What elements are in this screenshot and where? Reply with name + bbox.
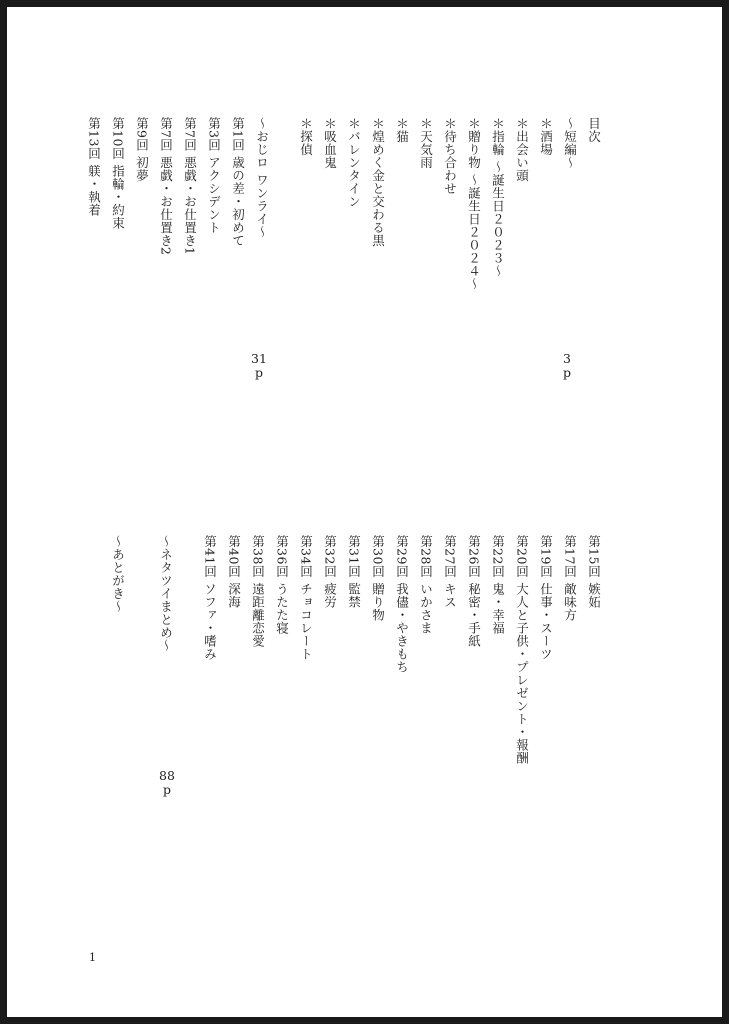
toc-entry: ＊探偵 [298,117,314,156]
toc-entry: 第20回 大人と子供・プレゼント・報酬 [514,535,530,765]
page-ref: 88 p [159,768,175,797]
toc-title: 目次 [586,117,602,143]
toc-entry: ＊出会い頭 [514,117,530,182]
toc-entry: 第29回 我儘・やきもち [394,535,410,674]
toc-entry: 第38回 遠距離恋愛 [250,535,266,648]
toc-entry: 第3回 アクシデント [206,117,222,234]
toc-entry: 第22回 鬼・幸福 [490,535,506,635]
toc-entry: ＊バレンタイン [346,117,362,208]
short-stories-heading: 〜短編〜 [562,117,578,169]
toc-entry: ＊指輪 〜誕生日２０２３〜 [490,117,506,278]
toc-entry: ＊贈り物 〜誕生日２０２４〜 [466,117,482,291]
toc-entry: 第41回 ソファ・嗜み [202,535,218,661]
toc-entry: ＊待ち合わせ [442,117,458,195]
toc-entry: 第36回 うたた寝 [274,535,290,635]
toc-entry: 第27回 キス [442,535,458,609]
toc-entry: 第28回 いかさま [418,535,434,635]
page-ref: 3 p [562,351,571,380]
toc-entry: 第13回 躾・執着 [86,117,102,217]
toc-entry: ＊煌めく金と交わる黒 [370,117,386,247]
toc-entry: 第31回 監禁 [346,535,362,609]
toc-entry: 第9回 初夢 [134,117,150,182]
toc-entry: 第34回 チョコレート [298,535,314,661]
toc-entry: ＊吸血鬼 [322,117,338,169]
toc-entry: 第19回 仕事・スーツ [538,535,554,661]
toc-entry: 第10回 指輪・約束 [110,117,126,230]
page-number: 1 [89,951,96,964]
toc-entry: 第30回 贈り物 [370,535,386,622]
page-ref: 31 p [251,351,267,380]
toc-entry: 第40回 深海 [226,535,242,609]
toc-entry: 第32回 疲労 [322,535,338,609]
toc-entry: 第15回 嫉妬 [586,535,602,609]
afterword-heading: 〜あとがき〜 [110,535,126,613]
toc-entry: ＊猫 [394,117,410,143]
toc-entry: 第26回 秘密・手紙 [466,535,482,648]
toc-entry: 第7回 悪戯・お仕置き2 [158,117,174,256]
toc-entry: 第1回 歳の差・初めて [230,117,246,247]
document-page [7,7,722,1017]
oneshot-heading: 〜おじロ ワンライ〜 [254,117,270,239]
toc-entry: ＊天気雨 [418,117,434,169]
toc-entry: ＊酒場 [538,117,554,156]
neta-heading: 〜ネタツイまとめ〜 [158,535,174,652]
toc-entry: 第17回 敵味方 [562,535,578,622]
toc-entry: 第7回 悪戯・お仕置き1 [182,117,198,256]
